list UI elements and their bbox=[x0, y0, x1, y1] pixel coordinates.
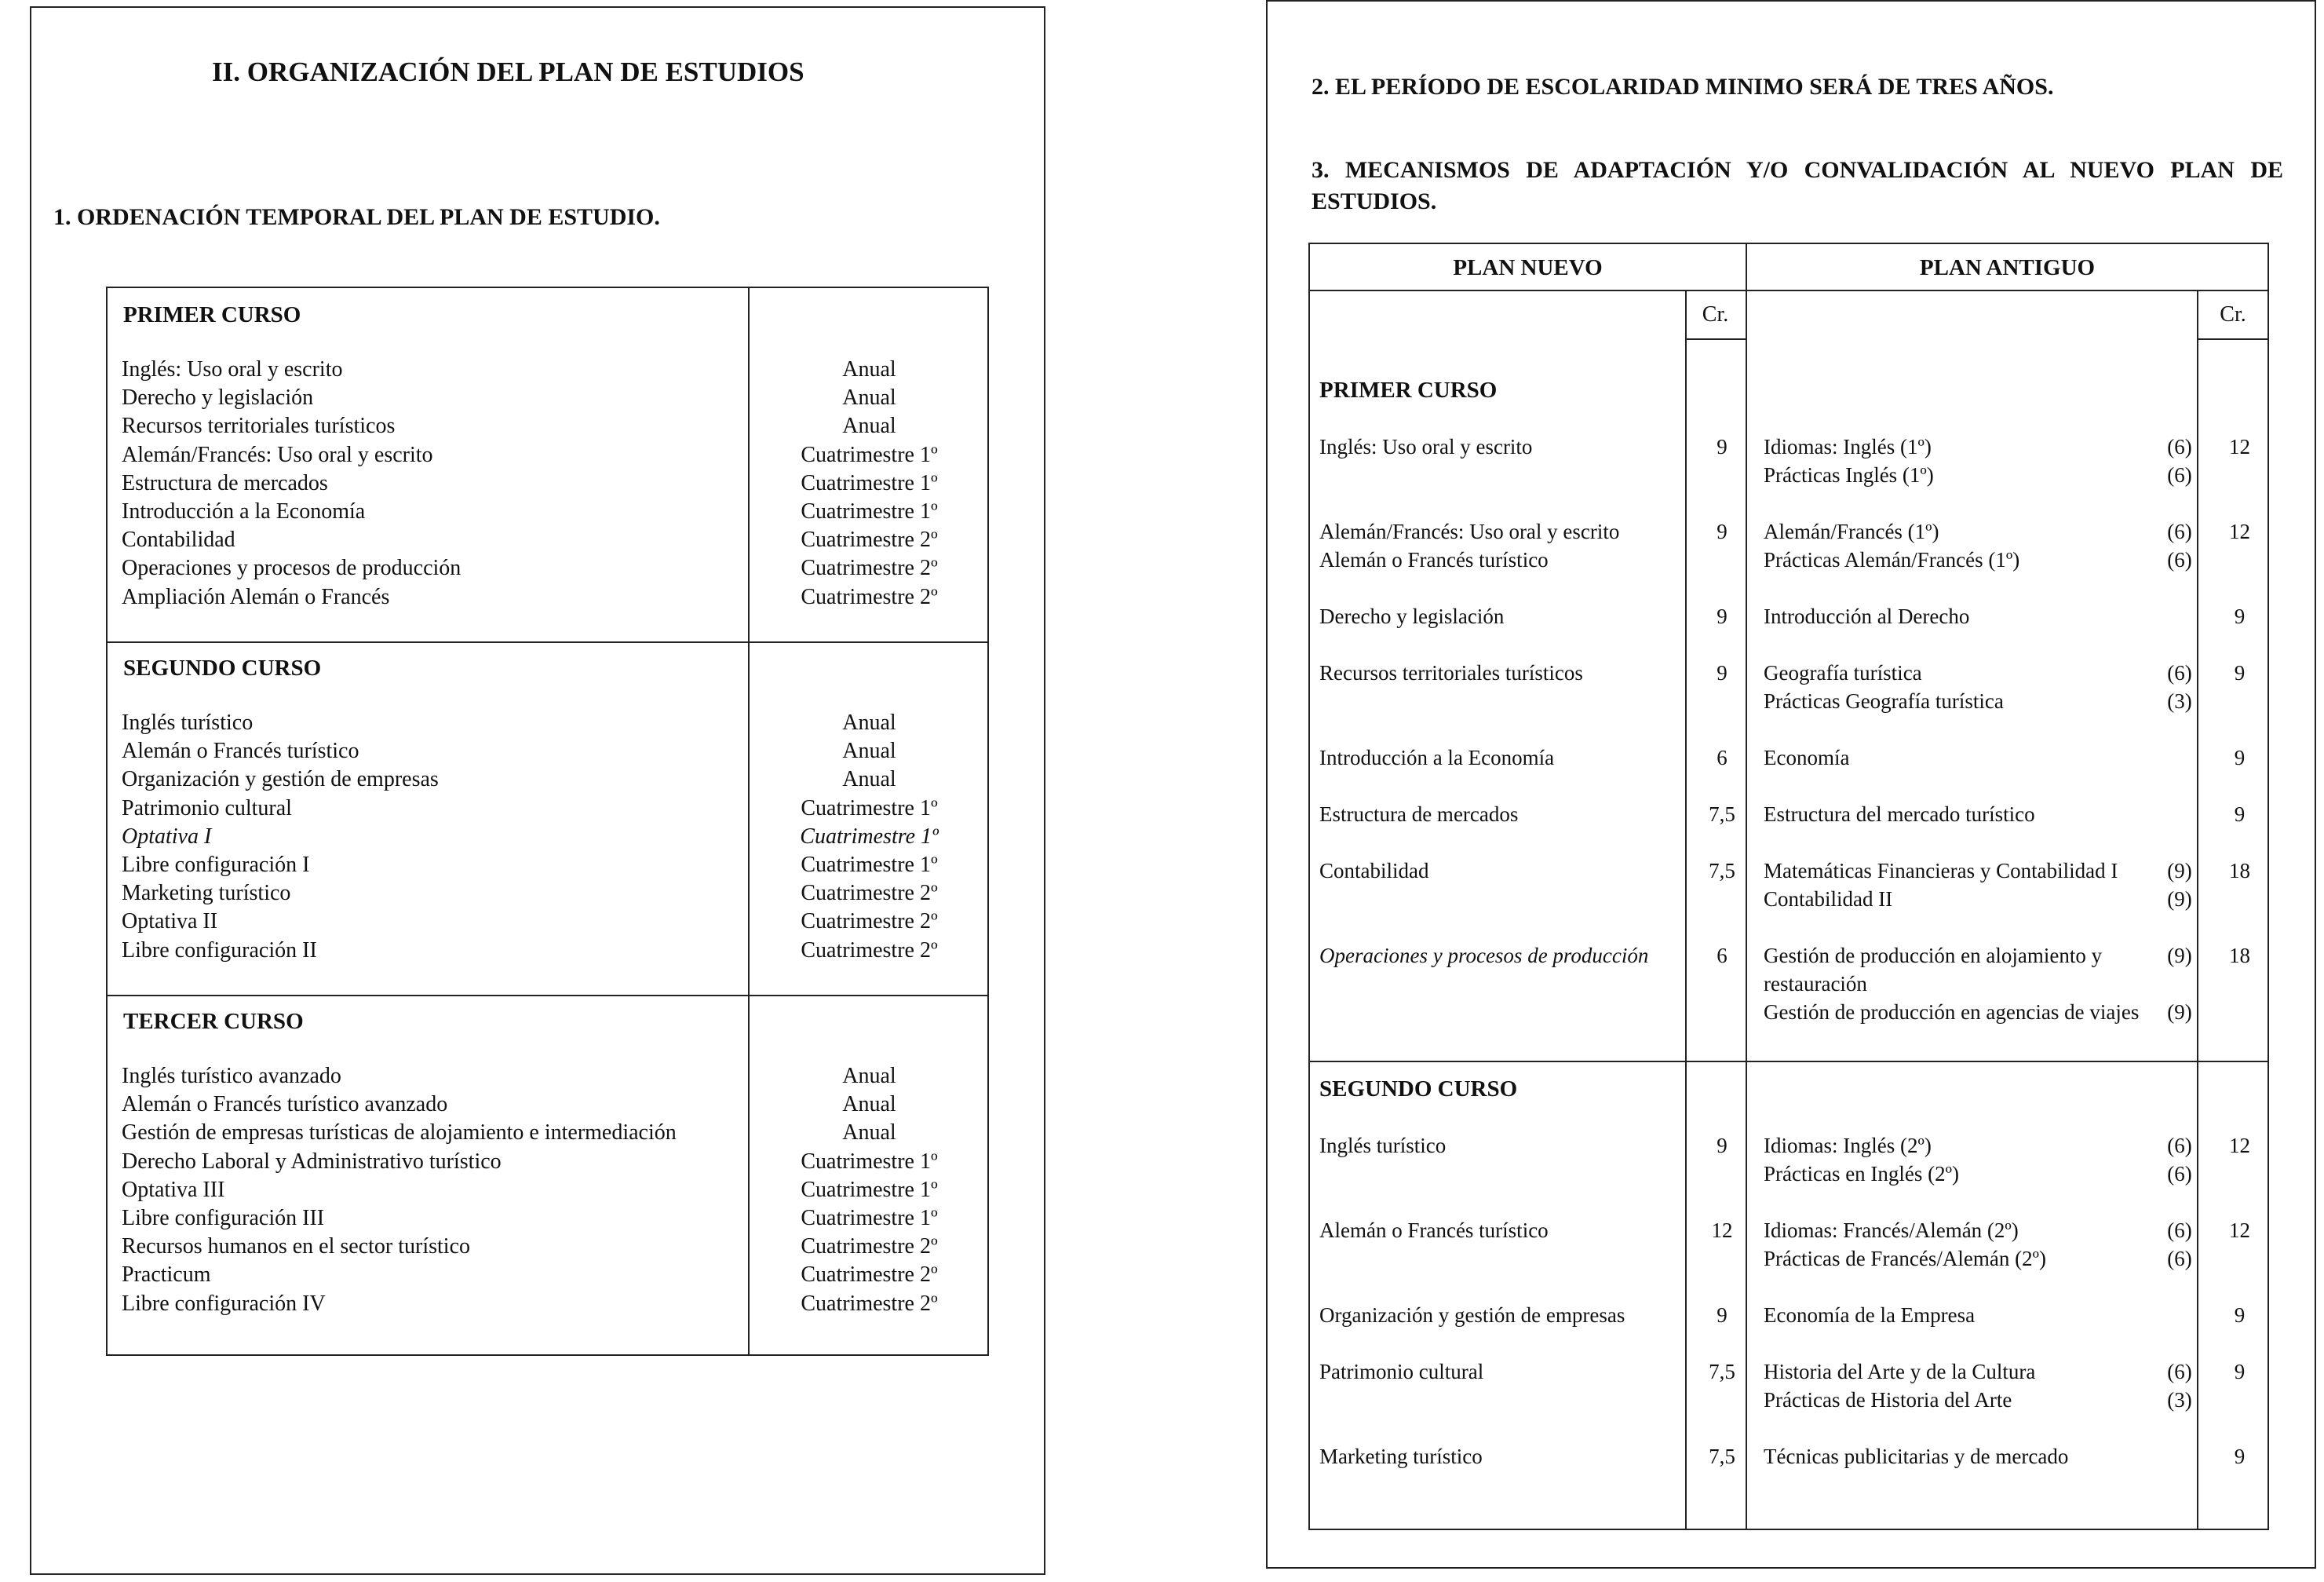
subject-period: Cuatrimestre 1º bbox=[800, 824, 939, 849]
header-plan-nuevo: PLAN NUEVO bbox=[1453, 255, 1603, 280]
old-subject-name: Prácticas en Inglés (2º) bbox=[1764, 1162, 1960, 1186]
new-subject-name: Derecho y legislación bbox=[1319, 605, 1505, 628]
subject-name: Alemán o Francés turístico avanzado bbox=[122, 1092, 448, 1117]
old-subject-line bbox=[1764, 1131, 2211, 1160]
old-subjects bbox=[1764, 659, 2211, 715]
new-subject-name: Marketing turístico bbox=[1319, 1445, 1483, 1468]
new-credits: 9 bbox=[1717, 1303, 1727, 1327]
old-subject-name: Matemáticas Financieras y Contabilidad I bbox=[1764, 859, 2118, 882]
subject-name: Inglés turístico bbox=[122, 711, 254, 735]
old-subject-credits: (6) bbox=[2167, 1134, 2192, 1157]
subject-row bbox=[108, 585, 987, 613]
section-heading-2: 2. EL PERÍODO DE ESCOLARIDAD MINIMO SERÁ DE TRES AÑOS. bbox=[1312, 74, 2054, 100]
subject-period: Cuatrimestre 1º bbox=[801, 1149, 938, 1174]
old-subject-line bbox=[1764, 546, 2211, 574]
subject-name: Optativa I bbox=[122, 824, 212, 849]
new-subject bbox=[1319, 1301, 1696, 1329]
old-subject-credits: (6) bbox=[2167, 1162, 2192, 1186]
old-subject-credits: (6) bbox=[2167, 463, 2192, 487]
subject-period: Cuatrimestre 2º bbox=[801, 584, 938, 609]
subject-name: Practicum bbox=[122, 1262, 211, 1288]
subject-row bbox=[108, 499, 987, 528]
subject-row bbox=[108, 528, 987, 556]
new-subject-name: Alemán o Francés turístico bbox=[1319, 1218, 1549, 1242]
old-subject-line bbox=[1764, 998, 2211, 1026]
subject-period: Cuatrimestre 2º bbox=[801, 1291, 938, 1316]
subject-name: Recursos territoriales turísticos bbox=[122, 414, 396, 439]
new-subject bbox=[1319, 1442, 1696, 1471]
cr-box-line bbox=[1685, 338, 1746, 340]
section-segundo-curso: SEGUNDO CURSO bbox=[1319, 1076, 1518, 1102]
subject-name: Recursos humanos en el sector turístico bbox=[122, 1234, 471, 1259]
subject-row bbox=[108, 1064, 987, 1092]
old-subject-line bbox=[1764, 857, 2211, 885]
old-subjects bbox=[1764, 517, 2211, 574]
subject-name: Alemán/Francés: Uso oral y escrito bbox=[122, 442, 433, 467]
new-credits: 6 bbox=[1717, 944, 1727, 967]
old-subject-credits: (3) bbox=[2167, 689, 2192, 713]
subject-name: Ampliación Alemán o Francés bbox=[122, 584, 390, 609]
old-credits: 12 bbox=[2229, 1134, 2250, 1157]
new-credits: 12 bbox=[1711, 1218, 1733, 1242]
old-subject-line bbox=[1764, 1301, 2211, 1329]
old-subject-credits: (6) bbox=[2167, 661, 2192, 685]
subject-row bbox=[108, 556, 987, 584]
old-credits: 9 bbox=[2234, 605, 2246, 628]
header-divider bbox=[1310, 290, 2267, 291]
new-credits: 7,5 bbox=[1709, 1445, 1735, 1468]
new-subject bbox=[1319, 1216, 1696, 1244]
section-heading-3: 3. MECANISMOS DE ADAPTACIÓN Y/O CONVALIDACIÓN AL NUEVO PLAN DE bbox=[1312, 157, 2283, 183]
subject-name: Estructura de mercados bbox=[122, 470, 328, 495]
subject-name: Derecho y legislación bbox=[122, 385, 314, 411]
subject-period: Cuatrimestre 2º bbox=[801, 556, 938, 581]
subject-row bbox=[108, 824, 987, 853]
old-subject-name: Prácticas Alemán/Francés (1º) bbox=[1764, 548, 2020, 572]
subject-period: Cuatrimestre 2º bbox=[801, 881, 938, 906]
old-subject-credits: (6) bbox=[2167, 520, 2192, 543]
old-subject-line bbox=[1764, 602, 2211, 630]
cr-label-new: Cr. bbox=[1702, 302, 1729, 327]
old-subject-name: Gestión de producción en alojamiento y restauración bbox=[1764, 944, 2103, 996]
old-credits: 18 bbox=[2229, 944, 2250, 967]
subject-name: Inglés: Uso oral y escrito bbox=[122, 357, 343, 382]
subject-row bbox=[108, 1120, 987, 1149]
old-subject-line bbox=[1764, 517, 2211, 546]
old-credits: 9 bbox=[2234, 802, 2246, 826]
old-subject-name: Idiomas: Francés/Alemán (2º) bbox=[1764, 1218, 2019, 1242]
section-divider bbox=[1310, 1061, 2267, 1062]
old-subject-line bbox=[1764, 687, 2211, 715]
old-subject-line bbox=[1764, 744, 2211, 772]
old-credits: 18 bbox=[2229, 859, 2250, 882]
old-subject-credits: (6) bbox=[2167, 1360, 2192, 1383]
subject-row bbox=[108, 853, 987, 881]
old-subject-credits: (6) bbox=[2167, 548, 2192, 572]
new-credits: 9 bbox=[1717, 605, 1727, 628]
subject-period: Anual bbox=[842, 1120, 896, 1145]
old-subject-name: Geografía turística bbox=[1764, 661, 1922, 685]
subject-period: Anual bbox=[842, 767, 896, 792]
old-subject-name: Idiomas: Inglés (2º) bbox=[1764, 1134, 1932, 1157]
subject-row bbox=[108, 938, 987, 966]
old-credits: 12 bbox=[2229, 1218, 2250, 1242]
new-credits: 7,5 bbox=[1709, 802, 1735, 826]
old-subject-credits: (9) bbox=[2167, 887, 2192, 911]
new-subject-name: Organización y gestión de empresas bbox=[1319, 1303, 1625, 1327]
new-subject bbox=[1319, 744, 1696, 772]
new-subject-name: Alemán o Francés turístico bbox=[1319, 548, 1549, 572]
old-subject-name: Gestión de producción en agencias de viajes bbox=[1764, 1000, 2140, 1024]
old-subject-credits: (9) bbox=[2167, 944, 2192, 967]
old-subject-name: Prácticas Inglés (1º) bbox=[1764, 463, 1934, 487]
section-heading-3-cont: ESTUDIOS. bbox=[1312, 188, 1437, 214]
old-credits: 9 bbox=[2234, 746, 2246, 769]
new-subject bbox=[1319, 857, 1696, 885]
new-subject-name: Inglés turístico bbox=[1319, 1134, 1447, 1157]
course-title: PRIMER CURSO bbox=[123, 302, 301, 327]
old-subject-name: Prácticas de Francés/Alemán (2º) bbox=[1764, 1247, 2046, 1270]
subject-period: Cuatrimestre 2º bbox=[801, 528, 938, 553]
old-subjects bbox=[1764, 800, 2211, 828]
subject-period: Cuatrimestre 2º bbox=[801, 909, 938, 934]
subject-row bbox=[108, 1292, 987, 1320]
old-credits: 12 bbox=[2229, 435, 2250, 459]
old-subject-name: Contabilidad II bbox=[1764, 887, 1893, 911]
old-credits: 9 bbox=[2234, 1445, 2246, 1468]
ordering-table bbox=[106, 287, 989, 1356]
subject-period: Cuatrimestre 1º bbox=[801, 442, 938, 467]
old-credits: 9 bbox=[2234, 661, 2246, 685]
subject-row bbox=[108, 414, 987, 442]
conversion-table bbox=[1308, 243, 2269, 1530]
left-page bbox=[30, 6, 1045, 1575]
subject-row bbox=[108, 357, 987, 385]
old-subject-line bbox=[1764, 1357, 2211, 1386]
subject-period: Cuatrimestre 1º bbox=[801, 470, 938, 495]
course-title: TERCER CURSO bbox=[123, 1009, 304, 1034]
new-subject bbox=[1319, 1357, 1696, 1386]
subject-name: Optativa II bbox=[122, 909, 218, 934]
old-subjects bbox=[1764, 602, 2211, 630]
old-subject-line bbox=[1764, 800, 2211, 828]
old-subject-line bbox=[1764, 461, 2211, 489]
subject-name: Gestión de empresas turísticas de alojamiento e intermediación bbox=[122, 1120, 677, 1145]
old-subjects bbox=[1764, 1301, 2211, 1329]
subject-name: Optativa III bbox=[122, 1177, 225, 1202]
new-subject bbox=[1319, 433, 1696, 461]
cr-box-line bbox=[2197, 338, 2267, 340]
new-subject-name: Patrimonio cultural bbox=[1319, 1360, 1484, 1383]
old-subject-line bbox=[1764, 1244, 2211, 1273]
old-subjects bbox=[1764, 744, 2211, 772]
old-subjects bbox=[1764, 1357, 2211, 1414]
subject-row bbox=[108, 1092, 987, 1120]
old-subject-credits: (6) bbox=[2167, 1218, 2192, 1242]
subject-row bbox=[108, 1206, 987, 1234]
old-subjects bbox=[1764, 941, 2211, 1026]
old-subject-credits: (9) bbox=[2167, 859, 2192, 882]
subject-name: Libre configuración II bbox=[122, 937, 317, 963]
old-subject-credits: (3) bbox=[2167, 1388, 2192, 1412]
new-subject bbox=[1319, 800, 1696, 828]
new-credits: 9 bbox=[1717, 661, 1727, 685]
old-credits: 9 bbox=[2234, 1360, 2246, 1383]
subject-row bbox=[108, 1262, 987, 1291]
subject-row bbox=[108, 1178, 987, 1206]
old-subject-line bbox=[1764, 659, 2211, 687]
subject-period: Anual bbox=[842, 385, 896, 411]
old-subject-name: Estructura del mercado turístico bbox=[1764, 802, 2035, 826]
old-subject-credits: (6) bbox=[2167, 435, 2192, 459]
subject-name: Patrimonio cultural bbox=[122, 795, 292, 820]
section-heading-1: 1. ORDENACIÓN TEMPORAL DEL PLAN DE ESTUDIO. bbox=[53, 204, 660, 230]
new-credits: 7,5 bbox=[1709, 859, 1735, 882]
new-cr-divider bbox=[1685, 290, 1687, 1529]
subject-name: Marketing turístico bbox=[122, 881, 291, 906]
new-subject bbox=[1319, 1131, 1696, 1160]
subject-row bbox=[108, 796, 987, 824]
old-subject-line bbox=[1764, 1216, 2211, 1244]
course-title: SEGUNDO CURSO bbox=[123, 656, 322, 681]
new-subject-name: Estructura de mercados bbox=[1319, 802, 1519, 826]
old-subject-name: Economía de la Empresa bbox=[1764, 1303, 1976, 1327]
new-subject-name: Recursos territoriales turísticos bbox=[1319, 661, 1583, 685]
subject-period: Anual bbox=[842, 1092, 896, 1117]
subject-row bbox=[108, 711, 987, 739]
new-subject bbox=[1319, 602, 1696, 630]
new-credits: 9 bbox=[1717, 435, 1727, 459]
new-subject-name: Inglés: Uso oral y escrito bbox=[1319, 435, 1533, 459]
new-subject-name: Alemán/Francés: Uso oral y escrito bbox=[1319, 520, 1620, 543]
new-credits: 6 bbox=[1717, 746, 1727, 769]
subject-row bbox=[108, 385, 987, 414]
subject-name: Inglés turístico avanzado bbox=[122, 1064, 341, 1088]
subject-row bbox=[108, 471, 987, 499]
section-primer-curso: PRIMER CURSO bbox=[1319, 378, 1498, 403]
right-page bbox=[1266, 0, 2316, 1569]
subject-period: Cuatrimestre 2º bbox=[801, 937, 938, 963]
new-subject bbox=[1319, 941, 1696, 970]
old-subject-name: Economía bbox=[1764, 746, 1850, 769]
subject-period: Anual bbox=[842, 739, 896, 764]
row-divider bbox=[108, 641, 987, 643]
subject-row bbox=[108, 739, 987, 767]
subject-period: Cuatrimestre 1º bbox=[801, 1206, 938, 1230]
new-credits: 7,5 bbox=[1709, 1360, 1735, 1383]
old-subject-line bbox=[1764, 1442, 2211, 1471]
old-subject-name: Idiomas: Inglés (1º) bbox=[1764, 435, 1932, 459]
old-subject-line bbox=[1764, 1386, 2211, 1414]
page-title: II. ORGANIZACIÓN DEL PLAN DE ESTUDIOS bbox=[212, 57, 804, 87]
old-credits: 12 bbox=[2229, 520, 2250, 543]
subject-name: Operaciones y procesos de producción bbox=[122, 556, 462, 581]
old-subject-credits: (6) bbox=[2167, 1247, 2192, 1270]
subject-name: Organización y gestión de empresas bbox=[122, 767, 439, 792]
subject-period: Cuatrimestre 1º bbox=[801, 795, 938, 820]
subject-name: Introducción a la Economía bbox=[122, 499, 366, 524]
subject-name: Libre configuración IV bbox=[122, 1291, 326, 1316]
subject-name: Alemán o Francés turístico bbox=[122, 739, 359, 764]
subject-period: Anual bbox=[842, 414, 896, 439]
new-subject-name: Introducción a la Economía bbox=[1319, 746, 1555, 769]
old-subject-name: Introducción al Derecho bbox=[1764, 605, 1970, 628]
subject-row bbox=[108, 1149, 987, 1178]
subject-row bbox=[108, 881, 987, 909]
old-subject-name: Prácticas Geografía turística bbox=[1764, 689, 2004, 713]
subject-period: Cuatrimestre 1º bbox=[801, 853, 938, 877]
new-subject bbox=[1319, 659, 1696, 687]
subject-period: Anual bbox=[842, 1064, 896, 1088]
old-subject-name: Historia del Arte y de la Cultura bbox=[1764, 1360, 2036, 1383]
subject-period: Cuatrimestre 2º bbox=[801, 1234, 938, 1259]
new-credits: 9 bbox=[1717, 520, 1727, 543]
cr-label-old: Cr. bbox=[2220, 302, 2246, 327]
new-credits: 9 bbox=[1717, 1134, 1727, 1157]
subject-period: Cuatrimestre 1º bbox=[801, 1177, 938, 1202]
subject-name: Contabilidad bbox=[122, 528, 235, 553]
subject-period: Anual bbox=[842, 711, 896, 735]
old-subject-line bbox=[1764, 941, 2211, 998]
old-subject-name: Alemán/Francés (1º) bbox=[1764, 520, 1939, 543]
old-credits: 9 bbox=[2234, 1303, 2246, 1327]
old-subjects bbox=[1764, 1442, 2211, 1471]
old-subject-line bbox=[1764, 885, 2211, 913]
old-subjects bbox=[1764, 433, 2211, 489]
old-subjects bbox=[1764, 1216, 2211, 1273]
new-subject bbox=[1319, 517, 1696, 574]
subject-row bbox=[108, 1234, 987, 1262]
subject-period: Anual bbox=[842, 357, 896, 382]
old-subject-line bbox=[1764, 1160, 2211, 1188]
row-divider bbox=[108, 995, 987, 996]
old-subject-line bbox=[1764, 433, 2211, 461]
old-subjects bbox=[1764, 1131, 2211, 1188]
subject-name: Libre configuración I bbox=[122, 853, 310, 877]
subject-row bbox=[108, 909, 987, 937]
old-subject-name: Técnicas publicitarias y de mercado bbox=[1764, 1445, 2069, 1468]
new-subject-name: Operaciones y procesos de producción bbox=[1319, 944, 1649, 967]
old-subjects bbox=[1764, 857, 2211, 913]
subject-row bbox=[108, 443, 987, 471]
subject-period: Cuatrimestre 1º bbox=[801, 499, 938, 524]
subject-period: Cuatrimestre 2º bbox=[801, 1262, 938, 1288]
header-plan-antiguo: PLAN ANTIGUO bbox=[1919, 255, 2096, 280]
subject-name: Derecho Laboral y Administrativo turístico bbox=[122, 1149, 502, 1174]
old-subject-name: Prácticas de Historia del Arte bbox=[1764, 1388, 2012, 1412]
subject-row bbox=[108, 767, 987, 795]
old-subject-credits: (9) bbox=[2167, 1000, 2192, 1024]
subject-name: Libre configuración III bbox=[122, 1206, 325, 1230]
new-subject-name: Contabilidad bbox=[1319, 859, 1429, 882]
